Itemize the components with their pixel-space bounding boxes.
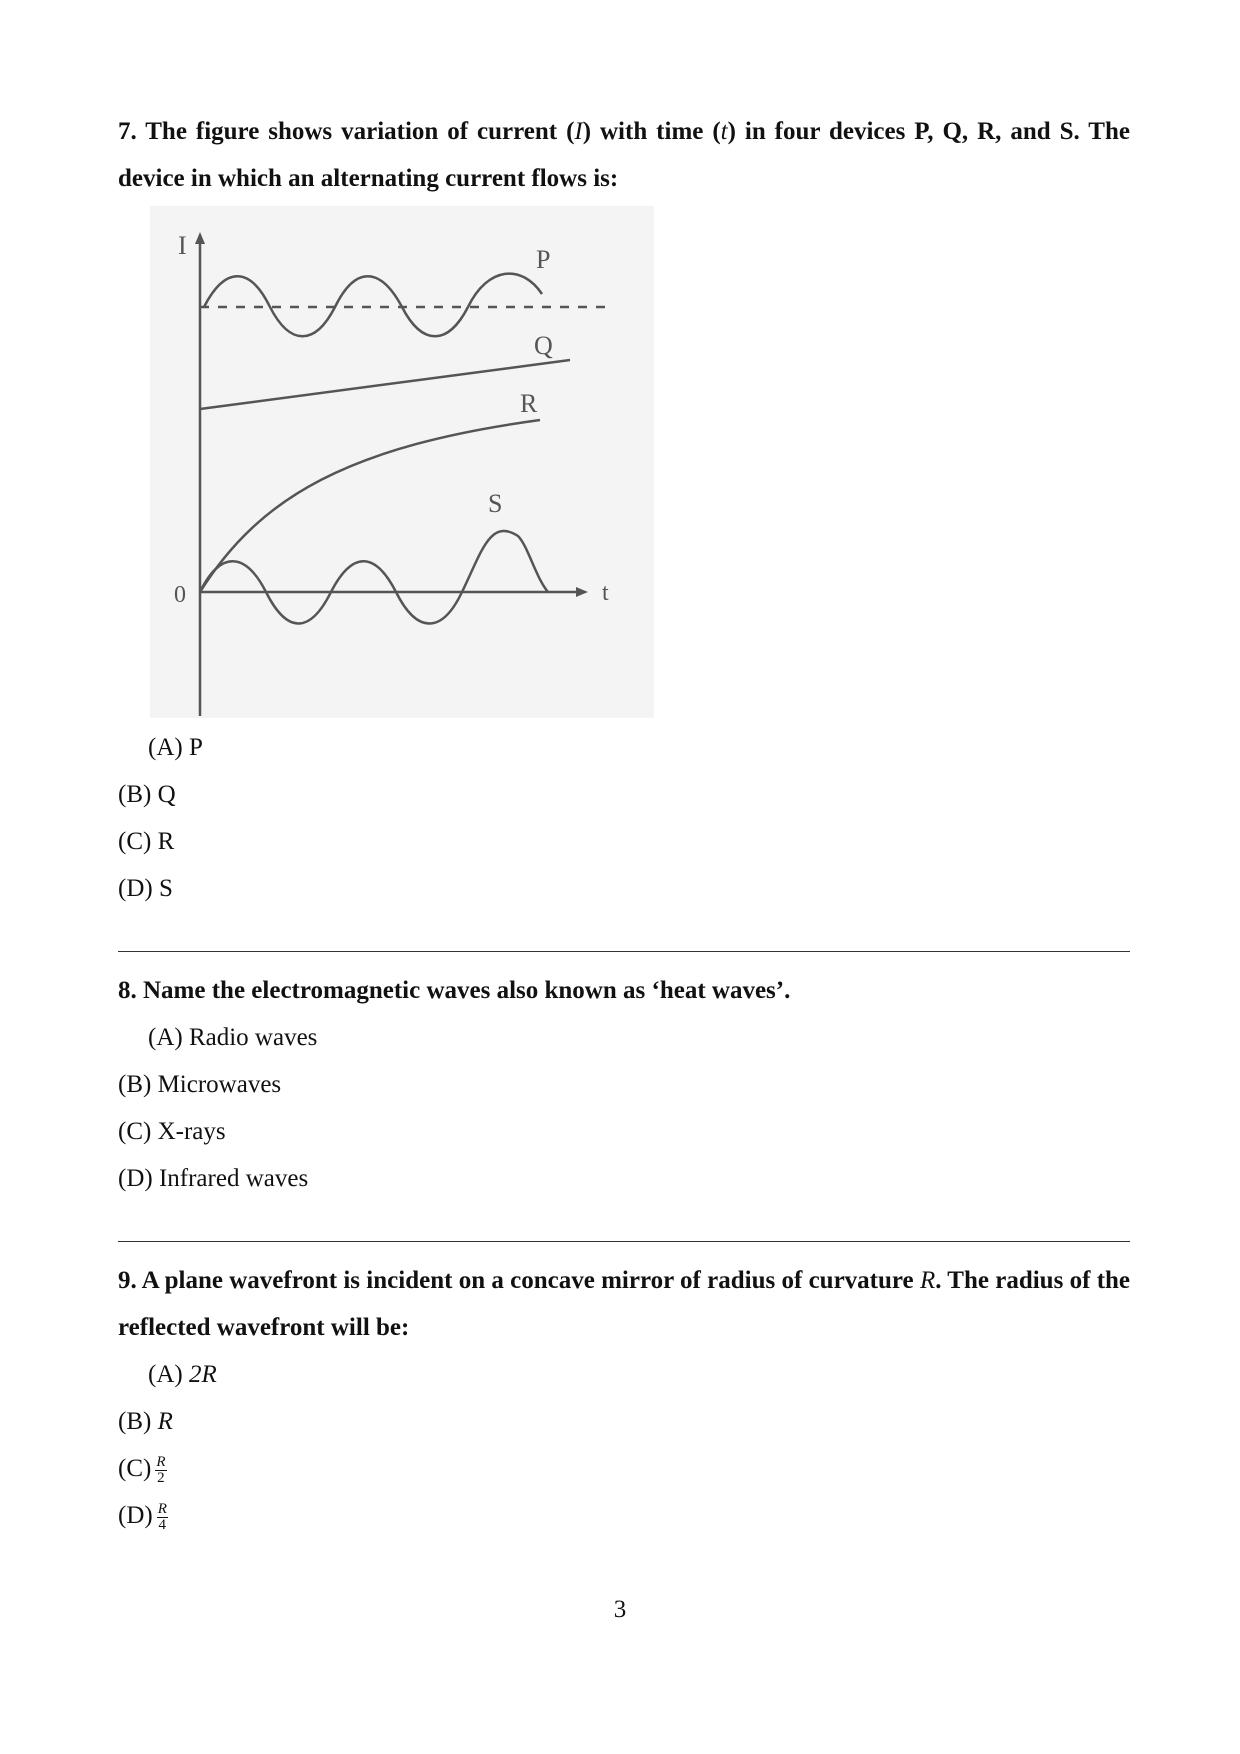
question-9-stem: 9. A plane wavefront is incident on a concave mirror of radius of curvature R. The radius of the reflected wavefront will be: [118,1267,1131,1341]
var-r: R [919,1267,936,1294]
p-curve [204,274,542,337]
page-number: 3 [613,1596,627,1623]
q7-option-b: (B) Q [118,781,176,808]
y-axis-arrow [195,232,205,244]
label-p: P [536,245,551,274]
var-t: t [720,118,728,145]
q8-option-d: (D) Infrared waves [118,1165,309,1192]
q7-option-c: (C) R [118,828,175,855]
current-time-figure [150,206,654,718]
var-i: I [574,118,583,145]
question-8-stem: 8. Name the electromagnetic waves also known as ‘heat waves’. [118,977,791,1004]
q8-option-a: (A) Radio waves [148,1024,318,1051]
label-s: S [488,489,503,518]
y-axis-label: I [178,231,187,260]
q9-option-c: (C) $\frac{R}{2}$ [118,1453,166,1486]
s-curve [200,531,548,624]
q7-option-d: (D) S [118,875,173,902]
fraction-r-over-4: $\frac{R}{4}$ [157,1500,167,1533]
label-q: Q [534,331,553,360]
q9-option-b: (B) R [118,1408,173,1435]
current-time-graph [150,206,654,718]
q9-option-a: (A) 2R [148,1361,217,1388]
question-7-stem: 7. The figure shows variation of current (I) with time (t) in four devices P, Q, R, and S. The device in which an alternating current flows is: [118,118,1130,192]
origin-label: 0 [174,582,186,608]
q8-option-c: (C) X-rays [118,1118,226,1145]
q7-option-a: (A) P [148,734,203,761]
x-axis-label: t [602,580,609,606]
q-curve [200,360,570,409]
x-axis-arrow [576,587,588,597]
page-content [118,108,1130,1539]
q9-option-d: (D) $\frac{R}{4}$ [118,1500,167,1533]
label-r: R [520,389,538,418]
fraction-r-over-2: $\frac{R}{2}$ [156,1453,166,1486]
q8-option-b: (B) Microwaves [118,1071,282,1098]
